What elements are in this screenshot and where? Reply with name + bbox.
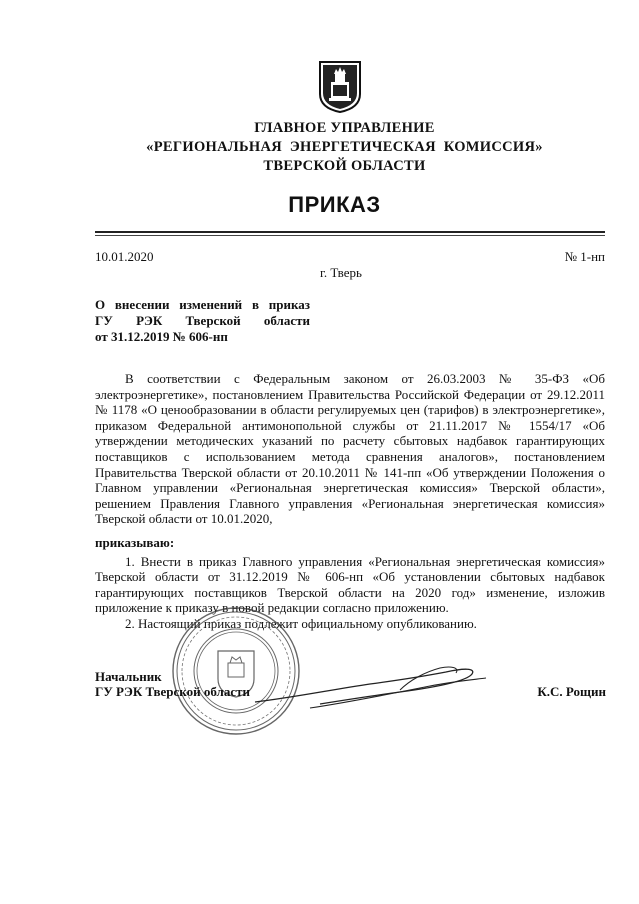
- subject-line1: О внесении изменений в приказ: [95, 297, 310, 312]
- document-city: г. Тверь: [320, 265, 362, 280]
- preamble-paragraph: В соответствии с Федеральным законом от 26.03.2003 № 35-ФЗ «Об электроэнергетике», постановлением Правительства Российской Федерации от 29.12.2011 № 1178 «О ценообразовании в области регулируемых цен (тарифов) в электроэнергетике», приказом Федеральной антимонопольной службы от 21.11.2017 № 1554/17 «Об утверждении методических указаний по расчету сбытовых надбавок гарантирующих поставщиков с использованием метода сравнения аналогов», постановлением Правительства Тверской области от 20.10.2011 № 141-пп «Об утверждении Положения о Главном управлении «Региональная энергетическая комиссия» Тверской области», решением Правления Главного управления «Региональная энергетическая комиссия» Тверской области от 10.01.2020,: [95, 371, 605, 527]
- org-name-line1: ГЛАВНОЕ УПРАВЛЕНИЕ: [254, 120, 435, 136]
- subject-line2: ГУ РЭК Тверской области: [95, 313, 310, 328]
- document-subject: [95, 297, 310, 345]
- org-name-line3: ТВЕРСКОЙ ОБЛАСТИ: [263, 158, 426, 174]
- signer-position-line2: ГУ РЭК Тверской области: [95, 684, 250, 699]
- order-label: приказываю:: [95, 534, 175, 550]
- order-item-2: 2. Настоящий приказ подлежит официальному опубликованию.: [125, 615, 477, 631]
- document-title: ПРИКАЗ: [288, 192, 381, 217]
- org-name-line2: «РЕГИОНАЛЬНАЯ ЭНЕРГЕТИЧЕСКАЯ КОМИССИЯ»: [146, 139, 543, 155]
- header-divider: [95, 231, 605, 233]
- signer-name: К.С. Рощин: [537, 684, 606, 699]
- document-date: 10.01.2020: [95, 249, 154, 264]
- header-divider-thin: [95, 235, 605, 236]
- subject-line3: от 31.12.2019 № 606-нп: [95, 329, 228, 344]
- order-item-1: 1. Внести в приказ Главного управления «Региональная энергетическая комиссия» Тверской области от 31.12.2019 № 606-нп «Об установлении сбытовых надбавок гарантирующих поставщиков Тверской области на 2020 год» изменение, изложив приложение к приказу в новой редакции согласно приложению.: [95, 553, 605, 616]
- document-number: № 1-нп: [564, 249, 605, 264]
- tver-coat-of-arms-icon: [318, 60, 362, 114]
- signer-position-line1: Начальник: [95, 669, 162, 684]
- handwritten-signature: [250, 650, 490, 720]
- document-body: [95, 371, 605, 632]
